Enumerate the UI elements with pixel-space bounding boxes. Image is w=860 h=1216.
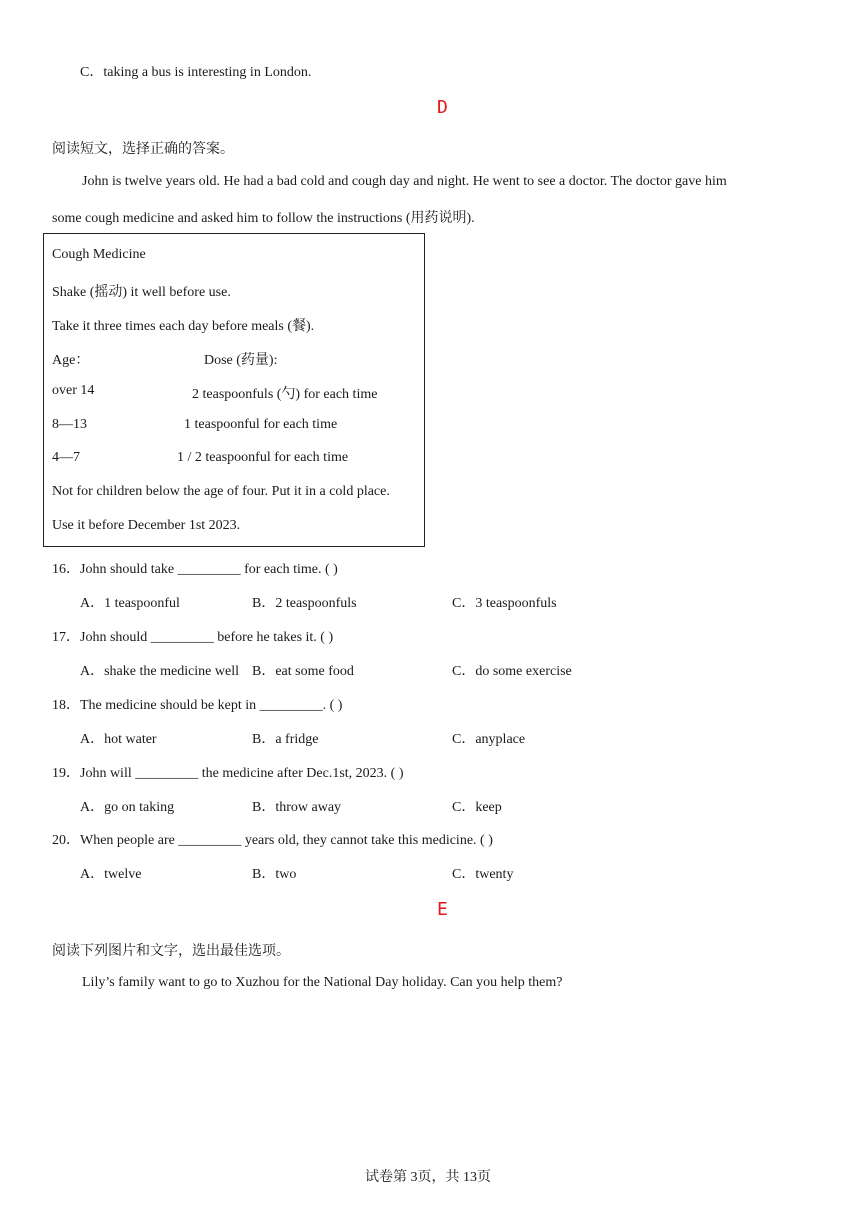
age-header: Age： <box>52 353 90 368</box>
dose-row-dose: 2 teaspoonfuls (勺) for each time <box>192 387 378 402</box>
section-e-instruction: 阅读下列图片和文字，选出最佳选项。 <box>52 943 290 959</box>
option-c[interactable]: C．3 teaspoonfuls <box>452 596 557 611</box>
question-stem: 16．John should take _________ for each time. ( ) <box>52 562 338 577</box>
option-b[interactable]: B．a fridge <box>252 732 319 747</box>
dose-header: Dose (药量): <box>204 353 278 368</box>
medicine-note-age-limit: Not for children below the age of four. Put it in a cold place. <box>52 484 390 499</box>
medicine-shake-instruction: Shake (摇动) it well before use. <box>52 285 231 300</box>
section-d-heading: D <box>437 97 448 118</box>
previous-option-c: C．taking a bus is interesting in London. <box>80 65 312 80</box>
option-c[interactable]: C．twenty <box>452 867 514 882</box>
option-b[interactable]: B．eat some food <box>252 664 354 679</box>
option-b[interactable]: B．2 teaspoonfuls <box>252 596 357 611</box>
section-d-instruction: 阅读短文，选择正确的答案。 <box>52 141 234 157</box>
dose-row-age: over 14 <box>52 383 95 398</box>
medicine-title: Cough Medicine <box>52 247 146 262</box>
option-a[interactable]: A．twelve <box>80 867 142 882</box>
page-footer: 试卷第 3页，共 13页 <box>365 1170 491 1185</box>
question-stem: 19．John will _________ the medicine after Dec.1st, 2023. ( ) <box>52 766 404 781</box>
option-c[interactable]: C．do some exercise <box>452 664 572 679</box>
dose-row-age: 8—13 <box>52 417 87 432</box>
dose-row-age: 4—7 <box>52 450 80 465</box>
option-a[interactable]: A．go on taking <box>80 800 175 815</box>
option-c[interactable]: C．anyplace <box>452 732 526 747</box>
dose-row-dose: 1 teaspoonful for each time <box>184 417 338 432</box>
passage-line-2: some cough medicine and asked him to follow the instructions (用药说明). <box>52 211 475 226</box>
passage-line-1: John is twelve years old. He had a bad cold and cough day and night. He went to see a doctor. The doctor gave him <box>82 174 727 189</box>
section-e-heading: E <box>437 899 448 920</box>
option-a[interactable]: A．hot water <box>80 732 157 747</box>
option-a[interactable]: A．shake the medicine well <box>80 664 240 679</box>
medicine-note-expiry: Use it before December 1st 2023. <box>52 518 241 533</box>
question-stem: 17．John should _________ before he takes it. ( ) <box>52 630 334 645</box>
question-stem: 20．When people are _________ years old, they cannot take this medicine. ( ) <box>52 833 493 848</box>
option-c[interactable]: C．keep <box>452 800 502 815</box>
option-b[interactable]: B．throw away <box>252 800 342 815</box>
question-stem: 18．The medicine should be kept in _________. ( ) <box>52 698 343 713</box>
option-a[interactable]: A．1 teaspoonful <box>80 596 180 611</box>
medicine-take-instruction: Take it three times each day before meals (餐). <box>52 319 315 334</box>
dose-row-dose: 1 / 2 teaspoonful for each time <box>177 450 349 465</box>
section-e-intro: Lily’s family want to go to Xuzhou for the National Day holiday. Can you help them? <box>82 975 563 990</box>
option-b[interactable]: B．two <box>252 867 297 882</box>
